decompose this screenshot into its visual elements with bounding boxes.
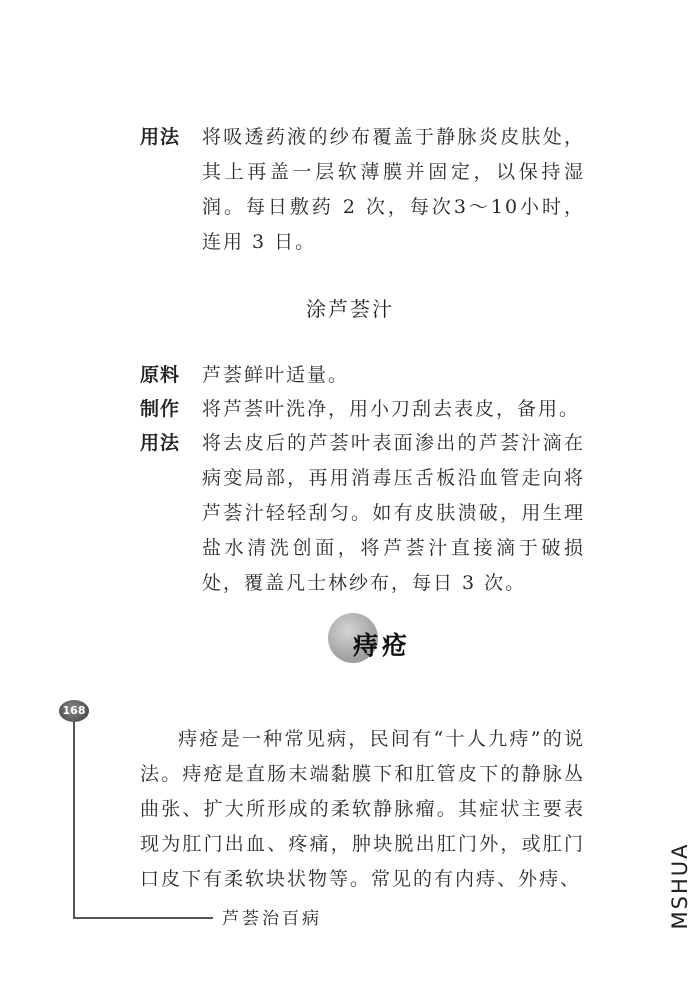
section-heading bbox=[325, 610, 465, 670]
preparation-entry bbox=[140, 392, 585, 427]
usage-entry bbox=[140, 426, 585, 601]
ingredients-label: 原料 bbox=[140, 364, 181, 386]
usage-entry-top bbox=[140, 120, 585, 260]
watermark-text: MSHUA bbox=[668, 842, 692, 929]
usage-text: 将吸透药液的纱布覆盖于静脉炎皮肤处，其上再盖一层软薄膜并固定，以保持湿润。每日敷药 2 次，每次3～10小时，连用 3 日。 bbox=[202, 126, 585, 253]
usage-text: 将去皮后的芦荟叶表面渗出的芦荟汁滴在病变局部，再用消毒压舌板沿血管走向将芦荟汁轻轻刮匀。如有皮肤溃破，用生理盐水清洗创面，将芦荟汁直接滴于破损处，覆盖凡士林纱布，每日 3 次。 bbox=[202, 432, 585, 594]
preparation-text: 将芦荟叶洗净，用小刀刮去表皮，备用。 bbox=[202, 398, 581, 420]
usage-label: 用法 bbox=[140, 126, 181, 148]
preparation-label: 制作 bbox=[140, 398, 181, 420]
ingredients-entry bbox=[140, 358, 585, 393]
recipe-title: 涂芦荟汁 bbox=[306, 297, 394, 321]
section-intro-paragraph: 痔疮是一种常见病，民间有“十人九痔”的说法。痔疮是直肠末端黏膜下和肛管皮下的静脉丛曲张、扩大所形成的柔软静脉瘤。其症状主要表现为肛门出血、疼痛，肿块脱出肛门外，或肛门口皮下有柔软块状物等。常见的有内痔、外痔、 bbox=[140, 728, 585, 890]
watermark bbox=[660, 770, 700, 1001]
ingredients-text: 芦荟鲜叶适量。 bbox=[202, 364, 350, 386]
page-number: 168 bbox=[59, 700, 89, 722]
margin-rule-horizontal bbox=[73, 917, 213, 919]
running-footer-title: 芦荟治百病 bbox=[222, 909, 322, 929]
margin-rule-vertical bbox=[73, 722, 75, 918]
section-title: 痔疮 bbox=[353, 631, 412, 660]
usage-label: 用法 bbox=[140, 432, 181, 454]
